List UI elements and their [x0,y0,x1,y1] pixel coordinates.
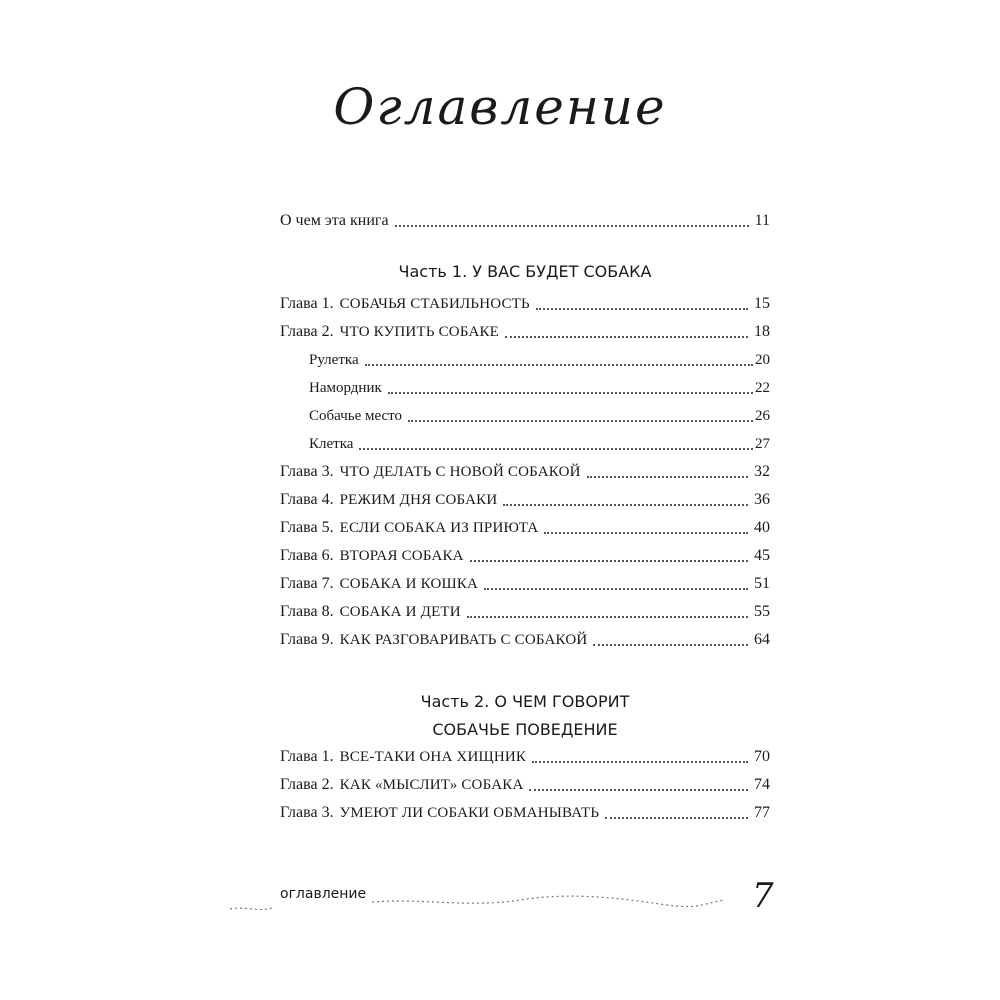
chapter-number: Глава 4. [280,491,334,508]
part-heading-line: СОБАЧЬЕ ПОВЕДЕНИЕ [432,720,618,739]
toc-page-number: 74 [754,776,770,793]
chapter-title: ВСЕ-ТАКИ ОНА ХИЩНИК [339,749,527,765]
toc-entry-label: Клетка [309,436,354,452]
toc-page-number: 32 [754,463,770,480]
chapter-number: Глава 3. [280,463,334,480]
toc-page-number: 36 [754,491,770,508]
chapter-title: КАК «МЫСЛИТ» СОБАКА [339,777,524,793]
chapter-number: Глава 9. [280,631,334,648]
toc-entry-label: Намордник [309,380,382,396]
toc-page-number: 20 [755,352,770,368]
toc-page-number: 22 [755,380,770,396]
chapter-title: ЧТО ДЕЛАТЬ С НОВОЙ СОБАКОЙ [339,464,581,480]
toc-page-number: 40 [754,519,770,536]
footer-page-number: 7 [752,876,774,916]
toc-page-number: 18 [754,323,770,340]
part-heading-line: Часть 1. У ВАС БУДЕТ СОБАКА [398,262,652,281]
chapter-number: Глава 7. [280,575,334,592]
chapter-number: Глава 8. [280,603,334,620]
toc-entry-label: О чем эта книга [280,212,389,229]
chapter-number: Глава 6. [280,547,334,564]
toc-page-number: 77 [754,804,770,821]
chapter-number: Глава 2. [280,323,334,340]
chapter-title: РЕЖИМ ДНЯ СОБАКИ [339,492,498,508]
chapter-title: ЕСЛИ СОБАКА ИЗ ПРИЮТА [339,520,539,536]
toc-page-number: 45 [754,547,770,564]
chapter-number: Глава 5. [280,519,334,536]
toc-page-number: 70 [754,748,770,765]
part-heading-line: Часть 2. О ЧЕМ ГОВОРИТ [420,692,630,711]
chapter-number: Глава 3. [280,804,334,821]
toc-page-number: 51 [754,575,770,592]
toc-entry-label: Рулетка [309,352,359,368]
chapter-title: СОБАКА И КОШКА [339,576,479,592]
toc-entry-label: Собачье место [309,408,403,424]
toc-page-number: 27 [755,436,770,452]
toc-page-number: 11 [754,212,770,229]
toc-page-number: 26 [755,408,770,424]
chapter-title: СОБАКА И ДЕТИ [339,604,461,620]
chapter-title: ЧТО КУПИТЬ СОБАКЕ [339,324,500,340]
footer-section-label: оглавление [280,886,367,902]
chapter-title: ВТОРАЯ СОБАКА [339,548,464,564]
chapter-number: Глава 1. [280,748,334,765]
toc-page-number: 64 [754,631,770,648]
chapter-title: УМЕЮТ ЛИ СОБАКИ ОБМАНЫВАТЬ [339,805,600,821]
page-title: Оглавление [333,78,667,136]
chapter-number: Глава 1. [280,295,334,312]
chapter-title: СОБАЧЬЯ СТАБИЛЬНОСТЬ [339,296,530,312]
toc-page-number: 55 [754,603,770,620]
toc-page-number: 15 [754,295,770,312]
chapter-title: КАК РАЗГОВАРИВАТЬ С СОБАКОЙ [339,632,588,648]
chapter-number: Глава 2. [280,776,334,793]
